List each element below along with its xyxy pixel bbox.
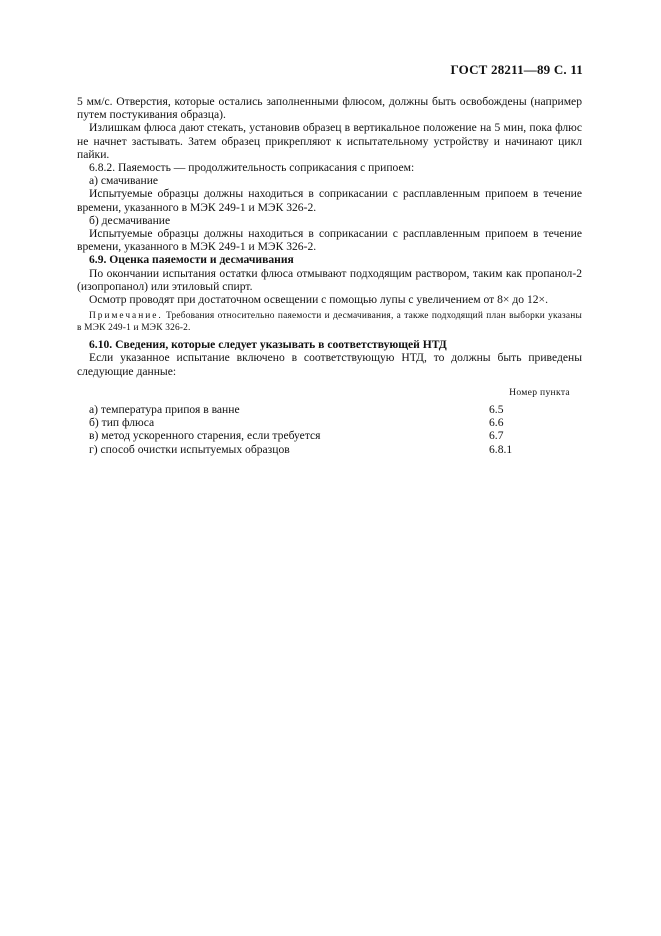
table-cell-item: б) тип флюса: [89, 416, 155, 430]
paragraph: Излишкам флюса дают стекать, установив образец в вертикальное положение на 5 мин, пока флюс не начнет застывать. Затем образец прикрепляют к испытательному устройству и начинают цикл пайки.: [77, 121, 582, 161]
table-cell-number: 6.5: [489, 403, 504, 417]
table-row: [77, 429, 582, 442]
section-heading-6-9: 6.9. Оценка паяемости и десмачивания: [89, 253, 294, 267]
table-row: [77, 403, 582, 416]
table-row: [77, 416, 582, 429]
paragraph: По окончании испытания остатки флюса отмывают подходящим раствором, таким как пропанол-2 (изопропанол) или этиловый спирт.: [77, 266, 582, 293]
table-cell-number: 6.8.1: [489, 442, 513, 456]
paragraph: 6.8.2. Паяемость — продолжительность соприкасания с припоем:: [89, 161, 415, 175]
table-cell-item: г) способ очистки испытуемых образцов: [89, 442, 290, 456]
document-body: [77, 95, 582, 456]
table-column-header: Номер пункта: [509, 386, 570, 398]
list-item: а) смачивание: [89, 174, 159, 188]
list-item: б) десмачивание: [89, 213, 171, 227]
table-row: [77, 443, 582, 456]
table-cell-number: 6.6: [489, 416, 504, 430]
note-label: Примечание.: [89, 311, 163, 322]
table-cell-item: а) температура припоя в ванне: [89, 403, 240, 417]
table-cell-item: в) метод ускоренного старения, если требуется: [89, 429, 321, 443]
section-heading-6-10: 6.10. Сведения, которые следует указывать в соответствующей НТД: [89, 338, 447, 352]
note: [77, 310, 582, 334]
paragraph: Испытуемые образцы должны находиться в соприкасании с расплавленным припоем в течение времени, указанного в МЭК 249-1 и МЭК 326-2.: [77, 227, 582, 254]
page-header: ГОСТ 28211—89 С. 11: [450, 62, 583, 77]
paragraph: Если указанное испытание включено в соответствующую НТД, то должны быть приведены следующие данные:: [77, 351, 582, 378]
paragraph: Испытуемые образцы должны находиться в соприкасании с расплавленным припоем в течение времени, указанного в МЭК 249-1 и МЭК 326-2.: [77, 187, 582, 214]
table-cell-number: 6.7: [489, 429, 504, 443]
paragraph: Осмотр проводят при достаточном освещении с помощью лупы с увеличением от 8× до 12×.: [89, 293, 548, 307]
paragraph: 5 мм/с. Отверстия, которые остались заполненными флюсом, должны быть освобождены (например путем постукивания образца).: [77, 95, 582, 122]
note-text: Требования относительно паяемости и десмачивания, а также подходящий план выборки указаны в МЭК 249-1 и МЭК 326-2.: [77, 311, 582, 334]
